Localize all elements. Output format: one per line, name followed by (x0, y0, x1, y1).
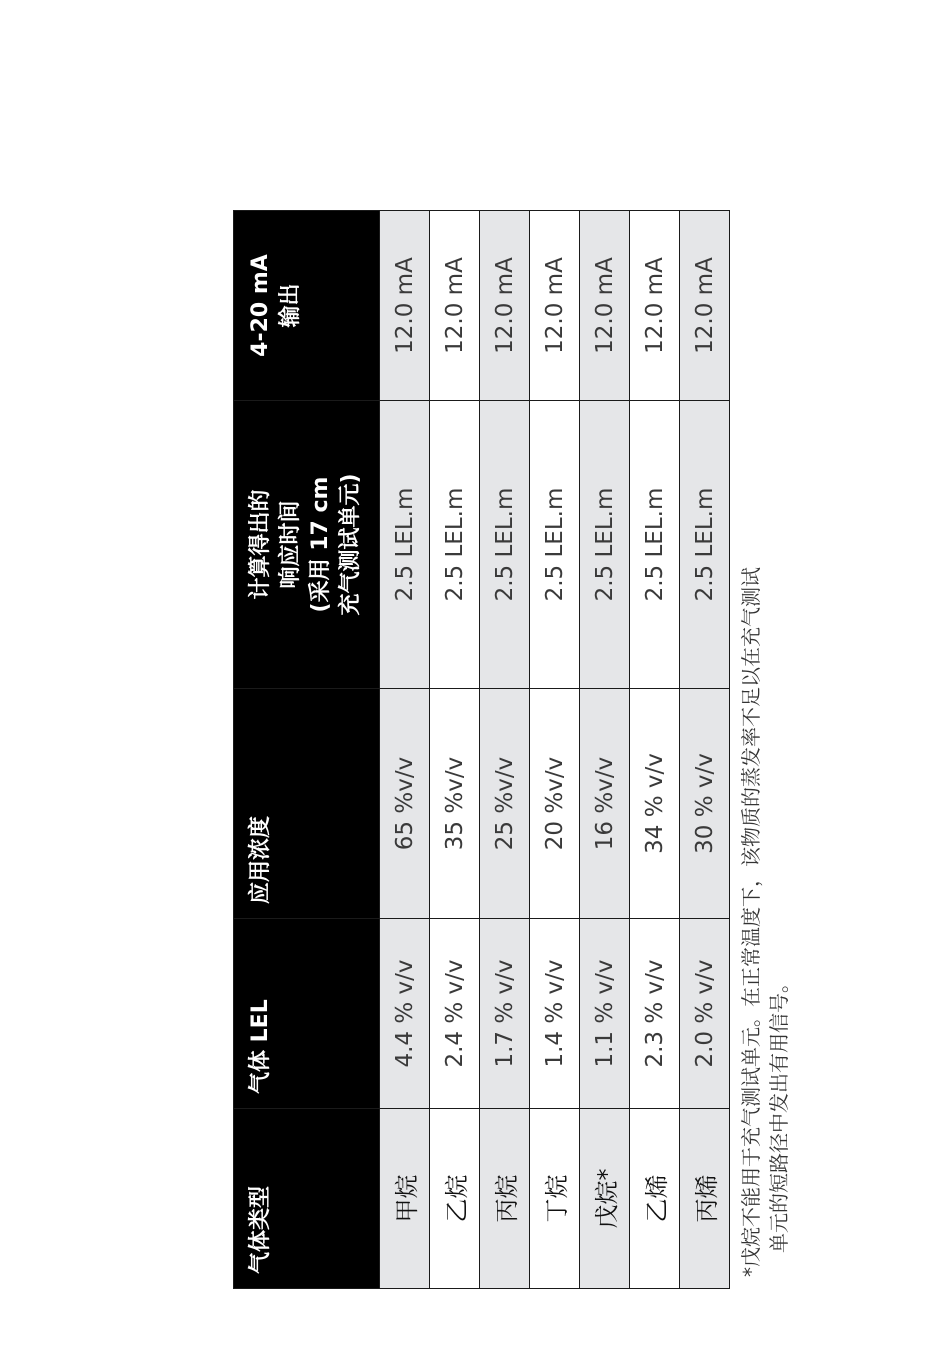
cell-gas-name: 甲烷 (380, 1109, 430, 1289)
cell-output: 12.0 mA (480, 211, 530, 401)
cell-response: 2.5 LEL.m (630, 401, 680, 689)
header-output: 4-20 mA 输出 (234, 211, 380, 401)
cell-response: 2.5 LEL.m (530, 401, 580, 689)
cell-concentration: 16 %v/v (580, 689, 630, 919)
cell-concentration: 20 %v/v (530, 689, 580, 919)
header-gas-lel: 气体 LEL (234, 919, 380, 1109)
cell-gas-name: 乙烯 (630, 1109, 680, 1289)
table-row-methane (380, 211, 430, 1289)
table-header-row (234, 211, 380, 1289)
header-concentration: 应用浓度 (234, 689, 380, 919)
table-row-propylene (680, 211, 730, 1289)
cell-output: 12.0 mA (430, 211, 480, 401)
cell-concentration: 25 %v/v (480, 689, 530, 919)
cell-concentration: 65 %v/v (380, 689, 430, 919)
cell-gas-name: 戊烷* (580, 1109, 630, 1289)
cell-response: 2.5 LEL.m (480, 401, 530, 689)
cell-gas-name: 丙烯 (680, 1109, 730, 1289)
cell-lel: 4.4 % v/v (380, 919, 430, 1109)
cell-output: 12.0 mA (380, 211, 430, 401)
cell-lel: 2.0 % v/v (680, 919, 730, 1109)
cell-lel: 1.7 % v/v (480, 919, 530, 1109)
cell-output: 12.0 mA (580, 211, 630, 401)
cell-concentration: 30 % v/v (680, 689, 730, 919)
table-row-propane (480, 211, 530, 1289)
gas-response-table (233, 210, 730, 1289)
table-row-ethylene (630, 211, 680, 1289)
cell-lel: 1.1 % v/v (580, 919, 630, 1109)
rotated-page-content (233, 211, 793, 1289)
cell-concentration: 34 % v/v (630, 689, 680, 919)
footnote-line-1: *戊烷不能用于充气测试单元。在正常温度下，该物质的蒸发率不足以在充气测试 (739, 567, 763, 1277)
header-response-time: 计算得出的 响应时间 (采用 17 cm 充气测试单元) (234, 401, 380, 689)
cell-response: 2.5 LEL.m (380, 401, 430, 689)
cell-response: 2.5 LEL.m (430, 401, 480, 689)
cell-response: 2.5 LEL.m (580, 401, 630, 689)
cell-gas-name: 乙烷 (430, 1109, 480, 1289)
cell-output: 12.0 mA (630, 211, 680, 401)
table-row-butane (530, 211, 580, 1289)
cell-lel: 2.4 % v/v (430, 919, 480, 1109)
cell-concentration: 35 %v/v (430, 689, 480, 919)
cell-output: 12.0 mA (680, 211, 730, 401)
table-row-pentane (580, 211, 630, 1289)
footnote-line-2: 单元的短路径中发出有用信号。 (767, 973, 791, 1253)
cell-gas-name: 丁烷 (530, 1109, 580, 1289)
cell-lel: 2.3 % v/v (630, 919, 680, 1109)
cell-lel: 1.4 % v/v (530, 919, 580, 1109)
header-gas-type: 气体类型 (234, 1109, 380, 1289)
footnote (737, 217, 793, 1277)
cell-response: 2.5 LEL.m (680, 401, 730, 689)
table-row-ethane (430, 211, 480, 1289)
cell-gas-name: 丙烷 (480, 1109, 530, 1289)
cell-output: 12.0 mA (530, 211, 580, 401)
